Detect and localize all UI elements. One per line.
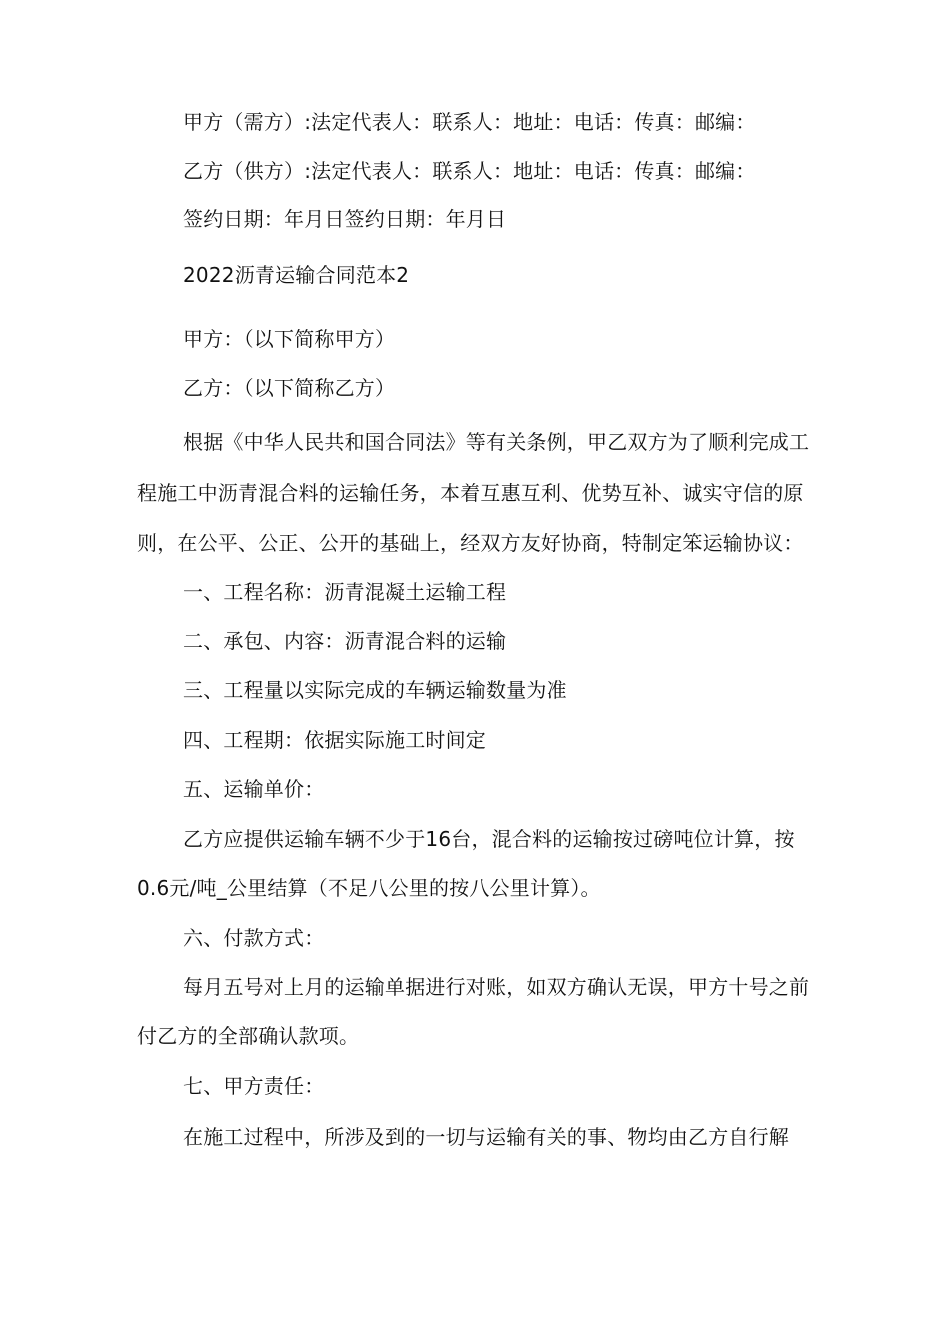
preamble-line-2: 程施工中沥青混合料的运输任务，本着互惠互利、优势互补、诚实守信的原 — [137, 481, 804, 505]
clause-3: 三、工程量以实际完成的车辆运输数量为准 — [183, 678, 567, 702]
party-b-line: 乙方：（以下简称乙方） — [183, 376, 396, 400]
clause-6-heading: 六、付款方式： — [183, 926, 325, 950]
clause-2: 二、承包、内容：沥青混合料的运输 — [183, 629, 507, 653]
clause-1: 一、工程名称：沥青混凝土运输工程 — [183, 580, 507, 604]
preamble-line-1: 根据《中华人民共和国合同法》等有关条例，甲乙双方为了顺利完成工 — [183, 430, 810, 454]
preamble-line-3: 则，在公平、公正、公开的基础上，经双方友好协商，特制定笨运输协议： — [137, 531, 804, 555]
party-a-line: 甲方：（以下简称甲方） — [183, 327, 396, 351]
signing-date: 签约日期：年月日签约日期：年月日 — [183, 207, 507, 231]
clause-7-line-1: 在施工过程中，所涉及到的一切与运输有关的事、物均由乙方自行解 — [183, 1125, 789, 1149]
party-a-info: 甲方（需方）:法定代表人：联系人：地址：电话：传真：邮编： — [183, 110, 756, 134]
party-b-info: 乙方（供方）:法定代表人：联系人：地址：电话：传真：邮编： — [183, 159, 756, 183]
clause-5-heading: 五、运输单价： — [183, 777, 325, 801]
clause-6-line-2: 付乙方的全部确认款项。 — [137, 1024, 360, 1048]
clause-4: 四、工程期：依据实际施工时间定 — [183, 728, 486, 752]
clause-6-line-1: 每月五号对上月的运输单据进行对账，如双方确认无误，甲方十号之前 — [183, 975, 810, 999]
clause-5-line-2: 0.6元/吨_公里结算（不足八公里的按八公里计算）。 — [137, 876, 601, 900]
clause-5-line-1: 乙方应提供运输车辆不少于16台，混合料的运输按过磅吨位计算，按 — [183, 827, 795, 851]
clause-7-heading: 七、甲方责任： — [183, 1074, 325, 1098]
section-title: 2022沥青运输合同范本2 — [183, 263, 410, 287]
